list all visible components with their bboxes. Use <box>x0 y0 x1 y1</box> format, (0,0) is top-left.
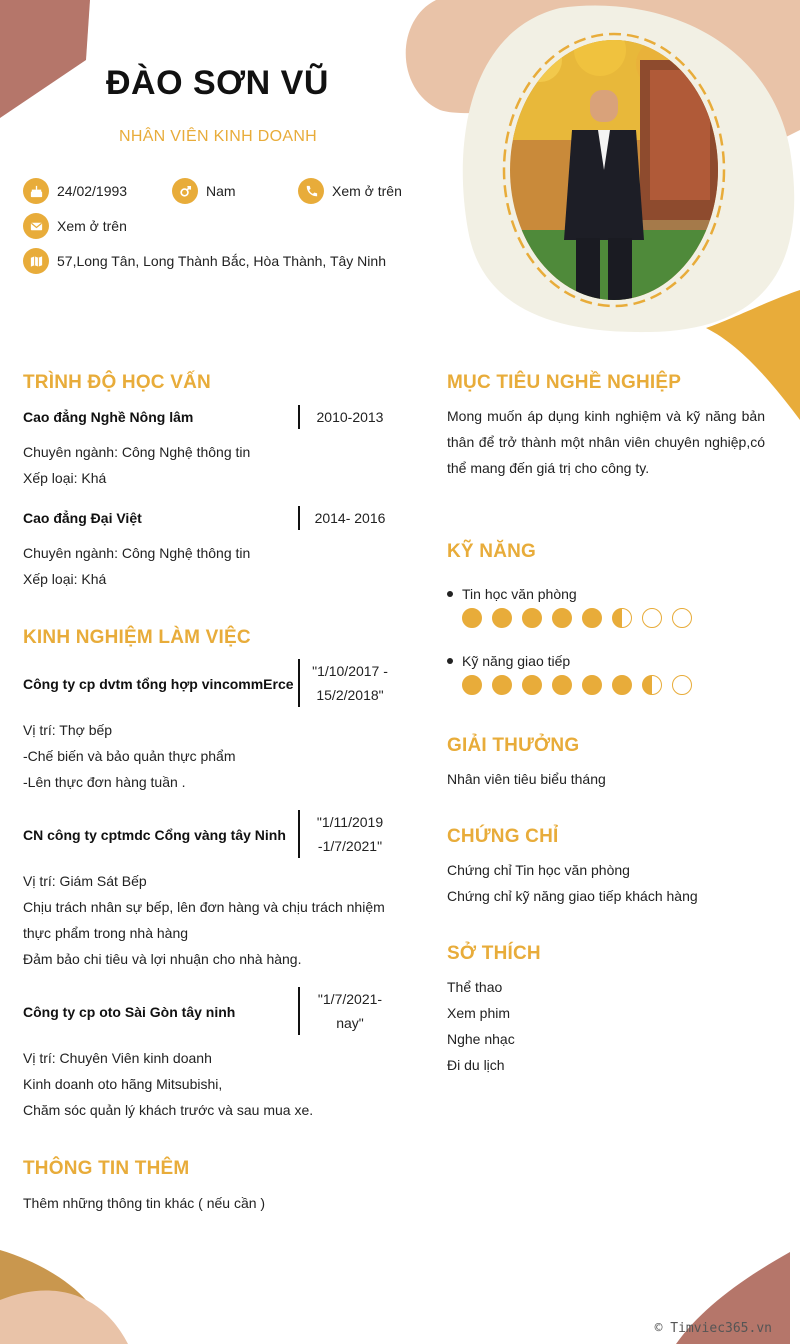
rating-circle <box>522 608 542 628</box>
candidate-name: ĐÀO SƠN VŨ <box>106 64 329 102</box>
address-row <box>23 248 386 274</box>
experience-2-line-3: thực phẩm trong nhà hàng <box>23 925 189 941</box>
experience-dates-3 <box>300 987 400 1035</box>
bullet-icon <box>447 591 453 597</box>
skill-item <box>447 586 577 602</box>
certificate-item-2: Chứng chỉ kỹ năng giao tiếp khách hàng <box>447 888 698 904</box>
skill-name-1: Tin học văn phòng <box>462 586 577 602</box>
extra-info-title: THÔNG TIN THÊM <box>23 1158 190 1179</box>
experience-title: KINH NGHIỆM LÀM VIỆC <box>23 627 251 648</box>
gender-value: Nam <box>206 183 236 199</box>
email-row <box>23 213 127 239</box>
rating-circle <box>552 608 572 628</box>
experience-dates-1 <box>300 659 400 707</box>
experience-company-2: CN công ty cptmdc Cổng vàng tây Ninh <box>23 827 286 843</box>
objective-line-1: Mong muốn áp dụng kinh nghiệm và kỹ năng bản <box>447 408 765 424</box>
experience-1-line-2: -Chế biến và bảo quản thực phẩm <box>23 748 236 764</box>
rating-circle <box>522 675 542 695</box>
education-grade-2: Xếp loại: Khá <box>23 571 107 587</box>
hobby-item-1: Thể thao <box>447 979 503 995</box>
birthday-value: 24/02/1993 <box>57 183 128 199</box>
bottom-left-peach-blob <box>0 1290 128 1344</box>
rating-circle <box>462 675 482 695</box>
phone-row <box>298 178 402 204</box>
rating-circle <box>552 675 572 695</box>
experience-dates-1-end: 15/2/2018" <box>316 687 384 703</box>
rating-circle <box>642 675 662 695</box>
phone-icon <box>298 178 324 204</box>
experience-dates-2 <box>300 810 400 858</box>
email-icon <box>23 213 49 239</box>
rating-circle <box>612 608 632 628</box>
rating-circle <box>492 675 512 695</box>
rating-circle <box>582 608 602 628</box>
hobbies-title: SỞ THÍCH <box>447 943 541 964</box>
experience-1-line-3: -Lên thực đơn hàng tuần . <box>23 774 186 790</box>
skill-name-2: Kỹ năng giao tiếp <box>462 653 571 669</box>
copyright: © Timviec365.vn <box>654 1321 772 1336</box>
experience-3-line-3: Chăm sóc quản lý khách trước và sau mua xe. <box>23 1102 314 1118</box>
education-major-1: Chuyên ngành: Công Nghệ thông tin <box>23 444 251 460</box>
objective-line-3: thể mang đến giá trị cho công ty. <box>447 460 650 476</box>
experience-dates-1-start: "1/10/2017 - <box>312 663 388 679</box>
experience-3-line-2: Kinh doanh oto hãng Mitsubishi, <box>23 1076 223 1092</box>
hobby-item-4: Đi du lịch <box>447 1057 505 1073</box>
experience-company-1: Công ty cp dvtm tổng hợp vincommErce <box>23 676 294 692</box>
skill-rating-2 <box>462 675 702 695</box>
awards-title: GIẢI THƯỞNG <box>447 735 580 756</box>
education-title: TRÌNH ĐỘ HỌC VẤN <box>23 372 211 393</box>
education-school-2: Cao đẳng Đại Việt <box>23 510 142 526</box>
rating-circle <box>462 608 482 628</box>
education-dates-1: 2010-2013 <box>316 409 384 425</box>
award-item-1: Nhân viên tiêu biểu tháng <box>447 771 606 787</box>
experience-2-line-1: Vị trí: Giám Sát Bếp <box>23 873 147 889</box>
skills-title: KỸ NĂNG <box>447 541 537 562</box>
experience-2-line-2: Chịu trách nhân sự bếp, lên đơn hàng và chịu trách nhiệm <box>23 899 385 915</box>
experience-3-line-1: Vị trí: Chuyên Viên kinh doanh <box>23 1050 212 1066</box>
hobby-item-2: Xem phim <box>447 1005 511 1021</box>
cake-icon <box>23 178 49 204</box>
top-left-blob <box>0 0 90 118</box>
certificates-title: CHỨNG CHỈ <box>447 826 559 847</box>
hobby-item-3: Nghe nhạc <box>447 1031 515 1047</box>
rating-circle <box>672 608 692 628</box>
bullet-icon <box>447 658 453 664</box>
skill-rating-1 <box>462 608 702 628</box>
experience-dates-3-end: nay" <box>336 1015 364 1031</box>
map-icon <box>23 248 49 274</box>
objective-line-2: thân để trở thành một nhân viên chuyên nghiệp,có <box>447 434 765 450</box>
experience-1-line-1: Vị trí: Thợ bếp <box>23 722 113 738</box>
gender-row <box>172 178 236 204</box>
experience-company-3: Công ty cp oto Sài Gòn tây ninh <box>23 1004 236 1020</box>
rating-circle <box>612 675 632 695</box>
extra-info-text: Thêm những thông tin khác ( nếu cần ) <box>23 1195 266 1211</box>
education-major-2: Chuyên ngành: Công Nghệ thông tin <box>23 545 251 561</box>
education-dates-2: 2014- 2016 <box>314 510 386 526</box>
education-grade-1: Xếp loại: Khá <box>23 470 107 486</box>
rating-circle <box>582 675 602 695</box>
job-title: NHÂN VIÊN KINH DOANH <box>119 128 318 145</box>
skill-item <box>447 653 570 669</box>
rating-circle <box>492 608 512 628</box>
education-school-1: Cao đẳng Nghề Nông lâm <box>23 409 194 425</box>
email-value: Xem ở trên <box>57 218 127 234</box>
experience-dates-2-start: "1/11/2019 <box>316 814 384 830</box>
gender-icon <box>172 178 198 204</box>
rating-circle <box>642 608 662 628</box>
certificate-item-1: Chứng chỉ Tin học văn phòng <box>447 862 630 878</box>
birthday-row <box>23 178 127 204</box>
objective-title: MỤC TIÊU NGHỀ NGHIỆP <box>447 372 682 393</box>
rating-circle <box>672 675 692 695</box>
experience-2-line-4: Đảm bảo chi tiêu và lợi nhuận cho nhà hàng. <box>23 951 302 967</box>
phone-value: Xem ở trên <box>332 183 402 199</box>
address-value: 57,Long Tân, Long Thành Bắc, Hòa Thành, Tây Ninh <box>57 253 386 269</box>
experience-dates-2-end: -1/7/2021" <box>317 838 383 854</box>
experience-dates-3-start: "1/7/2021- <box>317 991 383 1007</box>
